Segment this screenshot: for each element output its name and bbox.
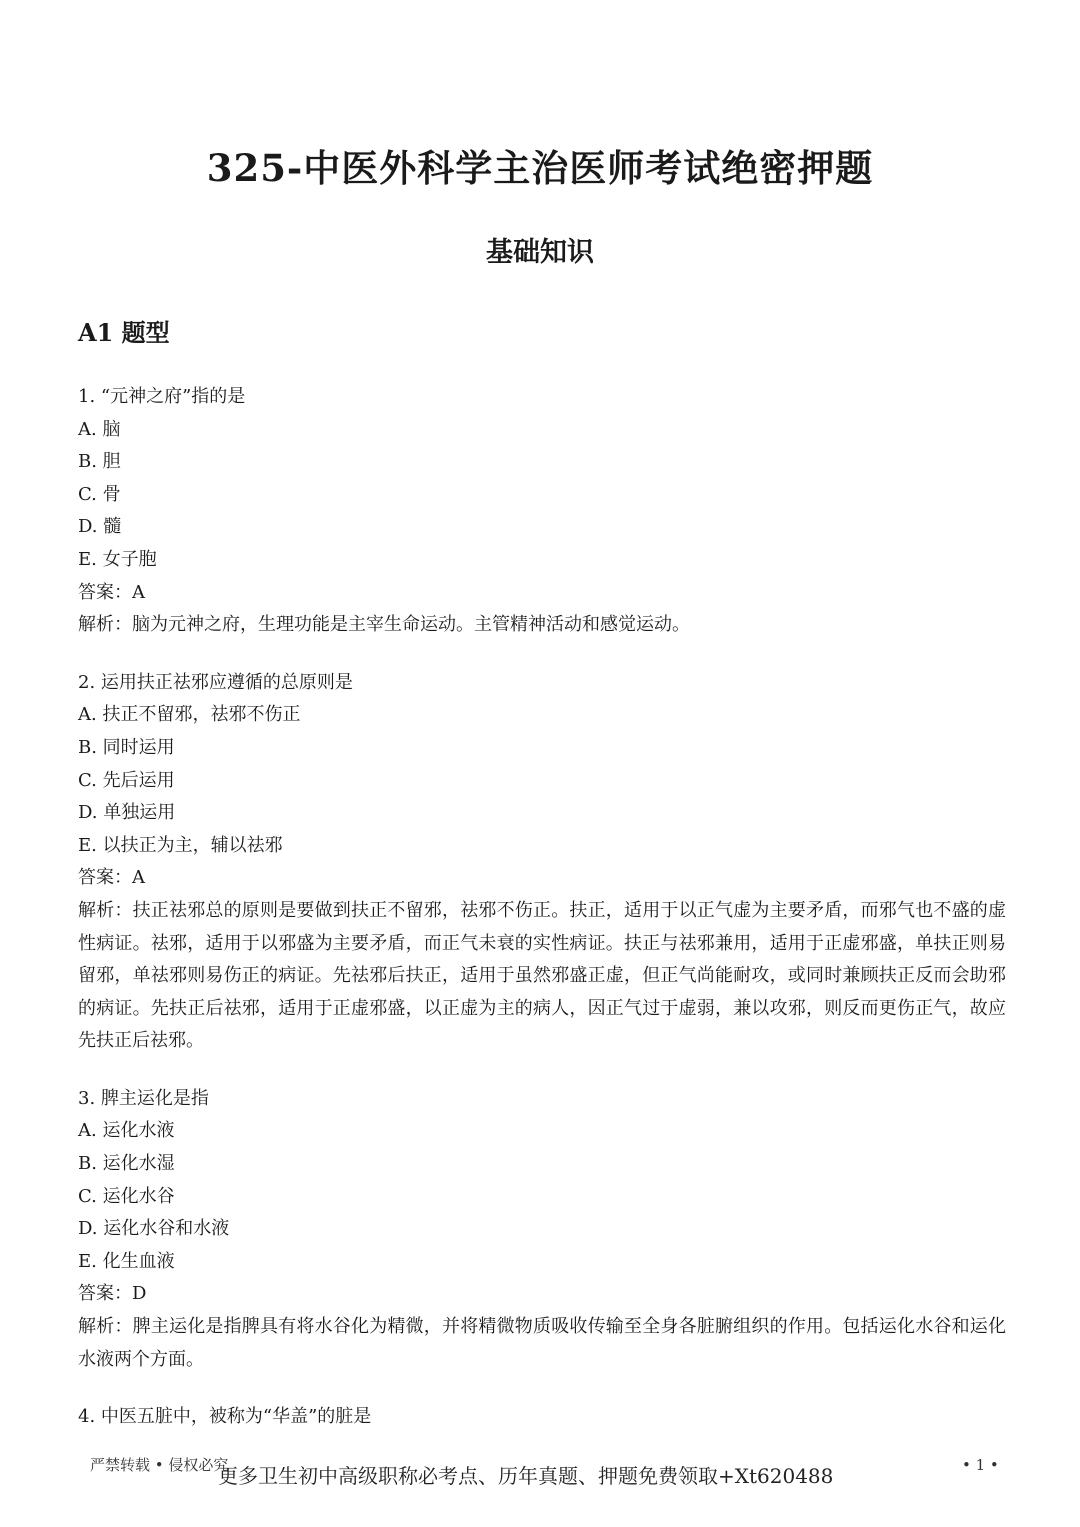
question-1	[78, 381, 1006, 642]
option-c: C. 骨	[78, 483, 121, 505]
answer: 答案：A	[78, 581, 145, 603]
option-a: A. 运化水液	[78, 1120, 175, 1142]
option-a: A. 扶正不留邪，祛邪不伤正	[78, 704, 301, 726]
option-e: E. 以扶正为主，辅以祛邪	[78, 834, 283, 856]
option-c: C. 先后运用	[78, 769, 175, 791]
option-e: E. 女子胞	[78, 548, 157, 570]
option-c: C. 运化水谷	[78, 1185, 175, 1207]
copyright-notice: 严禁转载 • 侵权必究	[90, 1456, 229, 1474]
question-stem: 3. 脾主运化是指	[78, 1087, 209, 1109]
explanation: 解析：脾主运化是指脾具有将水谷化为精微，并将精微物质吸收传输至全身各脏腑组织的作用。包括运化水谷和运化水液两个方面。	[78, 1316, 1006, 1370]
promo-banner-text: 更多卫生初中高级职称必考点、历年真题、押题免费领取+Xt620488	[218, 1464, 834, 1488]
answer: 答案：A	[78, 867, 145, 889]
option-b: B. 胆	[78, 451, 121, 473]
question-3	[78, 1083, 1006, 1376]
option-a: A. 脑	[78, 418, 121, 440]
option-d: D. 髓	[78, 516, 122, 538]
answer: 答案：D	[78, 1283, 147, 1305]
question-stem: 4. 中医五脏中，被称为“华盖”的脏是	[78, 1406, 372, 1428]
explanation: 解析：脑为元神之府，生理功能是主宰生命运动。主管精神活动和感觉运动。	[78, 614, 690, 636]
question-stem: 1. “元神之府”指的是	[78, 386, 246, 407]
option-d: D. 单独运用	[78, 802, 176, 824]
option-b: B. 同时运用	[78, 736, 175, 758]
document-title: 325-中医外科学主治医师考试绝密押题	[206, 146, 874, 190]
page-number: • 1 •	[962, 1456, 999, 1474]
explanation: 解析：扶正祛邪总的原则是要做到扶正不留邪，祛邪不伤正。扶正，适用于以正气虚为主要矛盾，而邪气也不盛的虚性病证。祛邪，适用于以邪盛为主要矛盾，而正气未衰的实性病证。扶正与祛邪兼用，适用于正虚邪盛，单扶正则易留邪，单祛邪则易伤正的病证。先祛邪后扶正，适用于虽然邪盛正虚，但正气尚能耐攻，或同时兼顾扶正反而会助邪的病证。先扶正后祛邪，适用于正虚邪盛，以正虚为主的病人，因正气过于虚弱，兼以攻邪，则反而更伤正气，故应先扶正后祛邪。	[78, 899, 1006, 1052]
question-4	[78, 1401, 1006, 1434]
document-subtitle: 基础知识	[486, 237, 594, 268]
question-stem: 2. 运用扶正祛邪应遵循的总原则是	[78, 671, 353, 693]
option-b: B. 运化水湿	[78, 1153, 175, 1175]
option-e: E. 化生血液	[78, 1250, 175, 1272]
question-2	[78, 667, 1006, 1058]
question-list	[78, 381, 1006, 1459]
section-heading: A1 题型	[78, 318, 170, 347]
option-d: D. 运化水谷和水液	[78, 1218, 230, 1240]
